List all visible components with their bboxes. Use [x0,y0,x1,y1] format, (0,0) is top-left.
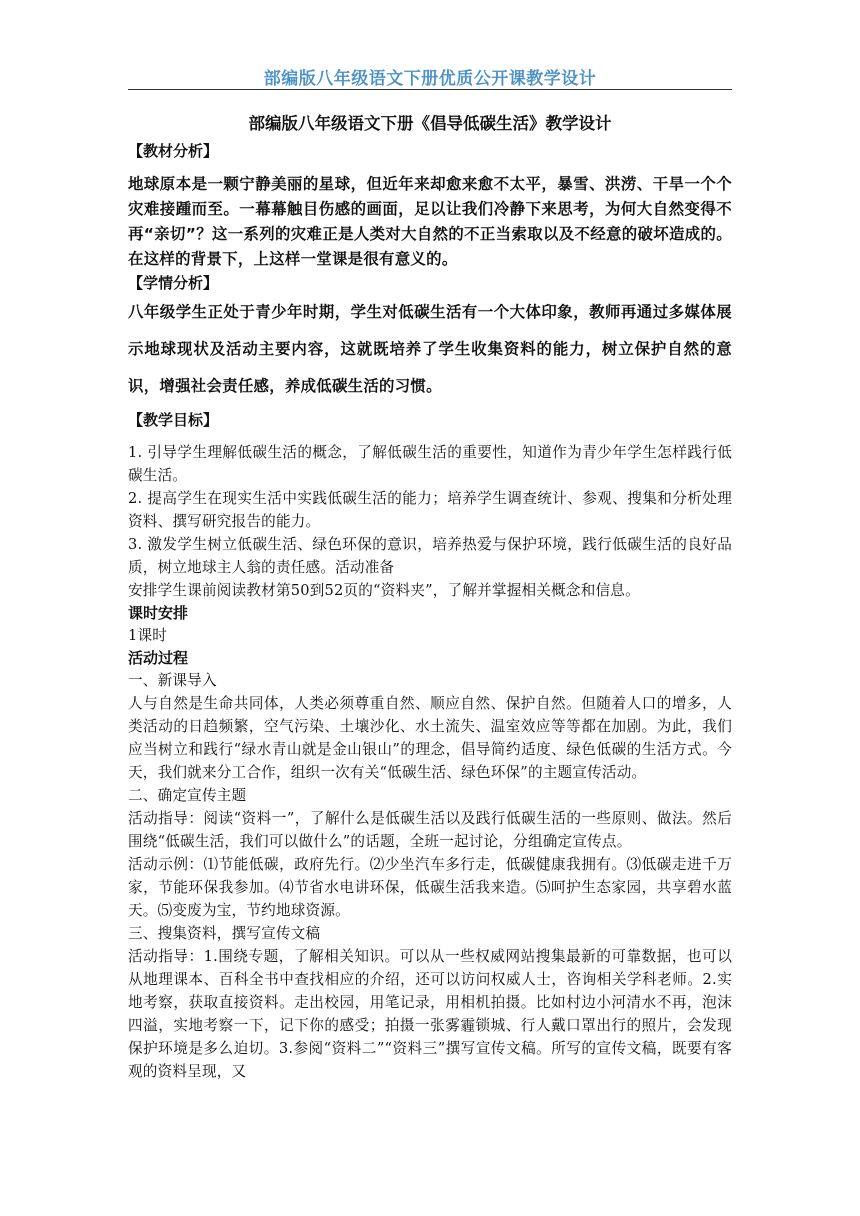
document-body [128,112,732,1083]
document-title: 部编版八年级语文下册《倡导低碳生活》教学设计 [248,114,612,133]
goal-item-2: 2. 提高学生在现实生活中实践低碳生活的能力；培养学生调查统计、参观、搜集和分析处理资料、撰写研究报告的能力。 [128,490,732,530]
header-divider [128,89,732,90]
step2-example: 活动示例：⑴节能低碳，政府先行。⑵少坐汽车多行走，低碳健康我拥有。⑶低碳走进千万家，节能环保我参加。⑷节省水电讲环保，低碳生活我来造。⑸呵护生态家园，共享碧水蓝天。⑸变废为宝，节约地球资源。 [128,856,732,919]
section-heading-schedule: 课时安排 [128,604,189,622]
step2-title: 二、确定宣传主题 [128,787,247,804]
step2-guide: 活动指导：阅读“资料一”，了解什么是低碳生活以及践行低碳生活的一些原则、做法。然后围绕“低碳生活，我们可以做什么”的话题，全班一起讨论，分组确定宣传点。 [128,810,732,850]
paragraph-student-analysis: 八年级学生正处于青少年时期，学生对低碳生活有一个大体印象，教师再通过多媒体展示地球现状及活动主要内容，这就既培养了学生收集资料的能力，树立保护自然的意识，增强社会责任感，养成低碳生活的习惯。 [128,303,732,395]
step1-title: 一、新课导入 [128,672,217,689]
section-heading-textbook-analysis: 【教材分析】 [128,142,219,160]
section-heading-teaching-goals: 【教学目标】 [128,411,219,429]
preparation-paragraph: 安排学生课前阅读教材第50到52页的“资料夹”，了解并掌握相关概念和信息。 [128,582,640,599]
schedule-hours: 1课时 [128,627,168,644]
step3-title: 三、搜集资料，撰写宣传文稿 [128,925,321,942]
paragraph-textbook-analysis: 地球原本是一颗宁静美丽的星球，但近年来却愈来愈不太平，暴雪、洪涝、干旱一个个灾难接踵而至。一幕幕触目伤感的画面，足以让我们冷静下来思考，为何大自然变得不再“亲切”？这一系列的灾难正是人类对大自然的不正当索取以及不经意的破坏造成的。在这样的背景下，上这样一堂课是很有意义的。 [128,175,732,268]
section-heading-student-analysis: 【学情分析】 [128,274,219,292]
page-header-title: 部编版八年级语文下册优质公开课教学设计 [263,69,597,89]
goal-item-1: 1. 引导学生理解低碳生活的概念，了解低碳生活的重要性，知道作为青少年学生怎样践行低碳生活。 [128,444,732,484]
step3-guide: 活动指导：1.围绕专题，了解相关知识。可以从一些权威网站搜集最新的可靠数据，也可以从地理课本、百科全书中查找相应的介绍，还可以访问权威人士，咨询相关学科老师。2.实地考察，获取直接资料。走出校园，用笔记录，用相机拍摄。比如村边小河清水不再，泡沫四溢，实地考察一下，记下你的感受；拍摄一张雾霾锁城、行人戴口罩出行的照片，会发现保护环境是多么迫切。3.参阅“资料二”“资料三”撰写宣传文稿。所写的宣传文稿，既要有客观的资料呈现，又 [128,948,732,1080]
goal-item-3: 3. 激发学生树立低碳生活、绿色环保的意识，培养热爱与保护环境，践行低碳生活的良好品质，树立地球主人翁的责任感。活动准备 [128,536,732,576]
section-heading-process: 活动过程 [128,649,189,667]
step1-paragraph: 人与自然是生命共同体，人类必须尊重自然、顺应自然、保护自然。但随着人口的增多，人类活动的日趋频繁，空气污染、土壤沙化、水土流失、温室效应等等都在加剧。为此，我们应当树立和践行“绿水青山就是金山银山”的理念，倡导简约适度、绿色低碳的生活方式。今天，我们就来分工合作，组织一次有关“低碳生活、绿色环保”的主题宣传活动。 [128,695,732,781]
